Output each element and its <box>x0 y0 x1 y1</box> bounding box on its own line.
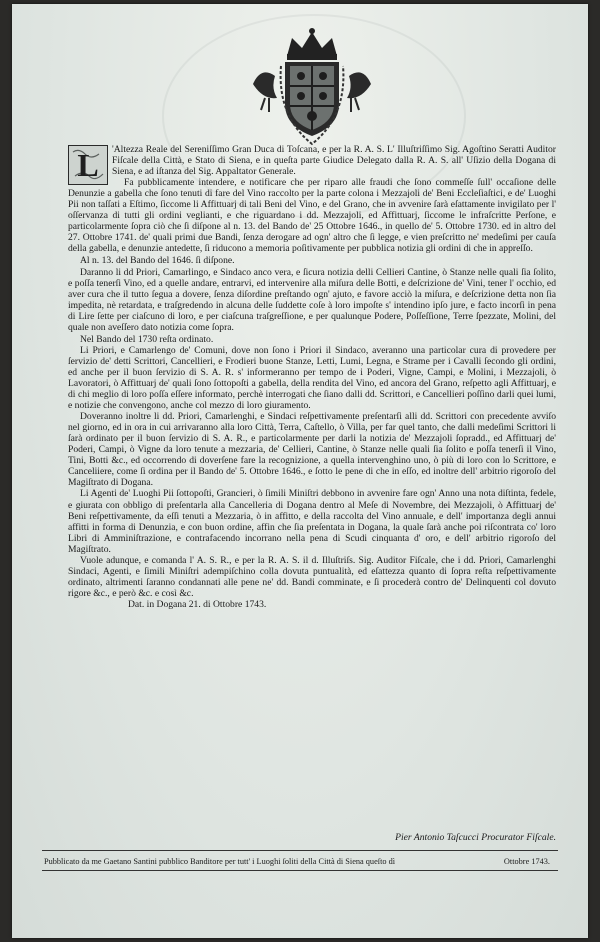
paragraph-priori-duties: Li Priori, e Camarlengo de' Comuni, dove non ſono i Priori il Sindaco, averanno una particolar cura di provedere per ſervizio de' detti Scrittori, Cancellieri, e Frodieri buone Stanze, Letti, Lumi, Legna, e Strame per i Cavalli ſecondo gli ordini, ed anche per il buon ſervizio di S. A. R. s' informeranno per tempo de i Poderi, Vigne, Campi, e Molini, i Mezzajoli, ò Lavoratori, ò Affittuarj de' quali ſono ſottopoſti a gabella, della rendita del Vino, ed ancora del Grano, reſpetto agli Affittuarj, e di chi meglio di loro poſſa eſſere informato, perchè interrogati che ſiano dalli dd. Scrittori, e Cancellieri poſſino darli quei lumi, e notizie che convengono, anche col mezzo di loro giuramento. <box>68 344 556 412</box>
footer-rule-top <box>42 850 558 851</box>
footer-rule-bottom <box>42 870 558 871</box>
paragraph-scrittori: Doveranno inoltre li dd. Priori, Camarlenghi, e Sindaci reſpettivamente preſentarſi alli dd. Scrittori con precedente avviſo nel giorno, ed in ora in cui arrivaranno alla loro Città, Terra, Caſtello, ò Villa, per far quel tanto, che dalli medeſimi Scrittori li ſarà ordinato per il buon ſervizio di S. A. R., e particolarmente per darli la notizia de' Mezzajoli ſopradd., ed Affittuarj de' Poderi, Campi, ò Vigne da loro tenute a mezzaria, de' Cellieri, Cantine, ò Stanze nelle quali ſia ſolito e poſſa tenerſi il Vino, Tini, Botti &c., ed occorrendo di doverſene fare la recognizione, a quella intervenghino uno, ò più di loro con lo Scrittore, e Canceliiere, come ſi ordina per il Bando de' 5. Ottobre 1646., e ſotto le pene di che in eſſo, ed inoltre dell' arbitrio rigoroſo del Magiſtrato di Dogana. <box>68 411 556 489</box>
ornamental-initial-icon <box>69 146 107 184</box>
dropcap-l <box>68 145 108 185</box>
svg-text:L: L <box>77 147 99 183</box>
signature: Pier Antonio Taſcucci Procurator Fiſcale. <box>395 832 556 843</box>
footer-date: Ottobre 1743. <box>503 857 550 866</box>
section-heading-1646: Al n. 13. del Bando del 1646. ſi diſpone. <box>80 255 235 267</box>
publication-footer <box>44 857 556 866</box>
edict-body <box>68 144 556 610</box>
paragraph-command: Vuole adunque, e comanda l' A. S. R., e per la R. A. S. il d. Illuſtriſs. Sig. Auditor Fiſcale, che i dd. Priori, Camarlenghi Sindaci, Agenti, e ſimili Miniſtri adempiſchino colla dovuta puntualità, ed eſattezza quanto di ſopra reſta reſpettivamente ordinato, altrimenti ſaranno condannati alle pene ne' dd. Bandi comminate, e ſi procederà contro de' Delinquenti col dovuto rigore &c., e però &c. e così &c. <box>68 554 556 599</box>
footer-text: Pubblicato da me Gaetano Santini pubblico Banditore per tutt' i Luoghi ſoliti della Città di Siena queſto dì <box>44 857 396 866</box>
intro-paragraph: 'Altezza Reale del Sereniſſimo Gran Duca di Toſcana, e per la R. A. S. L' Illuſtriſſimo Sig. Agoſtino Seratti Auditor Fiſcale della Città, e Stato di Siena, e in queſta parte Giudice Delegato dalla R. A. S. all' Uſizio della Dogana di Siena, e ad iſtanza del Sig. Appaltator Generale. <box>112 144 556 178</box>
paragraph-1646-rules: Daranno li dd Priori, Camarlingo, e Sindaco anco vera, e ſicura notizia delli Cellieri Cantine, ò Stanze nelle quali ſia ſolito, e poſſa tenerſi Vino, ed a quelle andare, entrarvi, ed intervenire alla miſura delle Botti, e deſcrizione de' Vini, tener l' occhio, ed aver cura che il tutto ſegua a dovere, ſenza diſordine preſtando ogn' ajuto, e favore acciò la miſura, e deſcrizione detta non ſia impedita, nè retardata, e traſgredendo in alcuna delle ſuddette coſe à loro impoſte s' intendino ipſo jure, e facto incorſi in pena di Lire ſette per ciaſcuno di loro, e per ciaſcuna traſgreſſione, e per qualunque Podere, Poſſeſſione, Terre ſpezzate, Molini, del quale non aveſſero dato notizia come ſopra. <box>68 266 556 333</box>
dateline: Dat. in Dogana 21. di Ottobre 1743. <box>128 598 267 610</box>
proclamation-paragraph: Fa pubblicamente intendere, e notificare che per riparo alle fraudi che ſono commeſſe ſull' occaſione delle Denunzie a gabella che ſono tenuti di fare del Vino raccolto per la parte colona i Mezzajoli de' Beni Eccleſiaſtici, e de' Luoghi Pii non taſſati a Eſtimo, ſiccome li Affittuarj di tali Beni del Vino, e del Grano, che in avvenire ſarà eſattamente invigilato per l' oſſervanza di tutti gli ordini veglianti, e che riguardano i dd. Mezzajoli, ed Affittuarj, ſiccome le infraſcritte Perſone, e particolarmente ſopra ciò che ſi diſpone al n. 13. del Bando de' 25 Ottobre 1646., in quello de' 5. Ottobre 1730. ed in altro del 27. Ottobre 1741. de' quali primi due Bandi, ſenza derogare ad ogn' altro che ſi legge, e vien preſcritto ne' medeſimi per cauſa della gabella, e denunzie antedette, ſi riducono a memoria poſitivamente per pubblica notizia gli ordini di che in appreſſo. <box>68 177 556 255</box>
section-heading-1730: Nel Bando del 1730 reſta ordinato. <box>80 333 214 345</box>
grand-ducal-coat-of-arms-icon <box>247 26 377 154</box>
paragraph-agenti: Li Agenti de' Luoghi Pii ſottopoſti, Grancieri, ò ſimili Miniſtri debbono in avvenire fare ogn' Anno una nota diſtinta, fedele, e giurata con obbligo di preſentarla alla Cancelleria di Dogana dentro al Meſe di Novembre, dei Mezzajoli, ò Affittuarj de' Beni reſpettivamente, da eſſi tenuti a Mezzaria, ò in affitto, e della raccolta del Vino annuale, e dell' importanza degli annui affitti in forma di Denunzia, e con buon ordine, affin che ſia preſentata in Dogana, la quale ſarà anche poi riſcontrata co' loro Libri di Amminiſtrazione, e contrafacendo incorrano nella pena di Scudi cinquanta d' oro, e dell' arbitrio rigoroſo del Magiſtrato. <box>68 488 556 555</box>
document-sheet <box>12 4 588 938</box>
